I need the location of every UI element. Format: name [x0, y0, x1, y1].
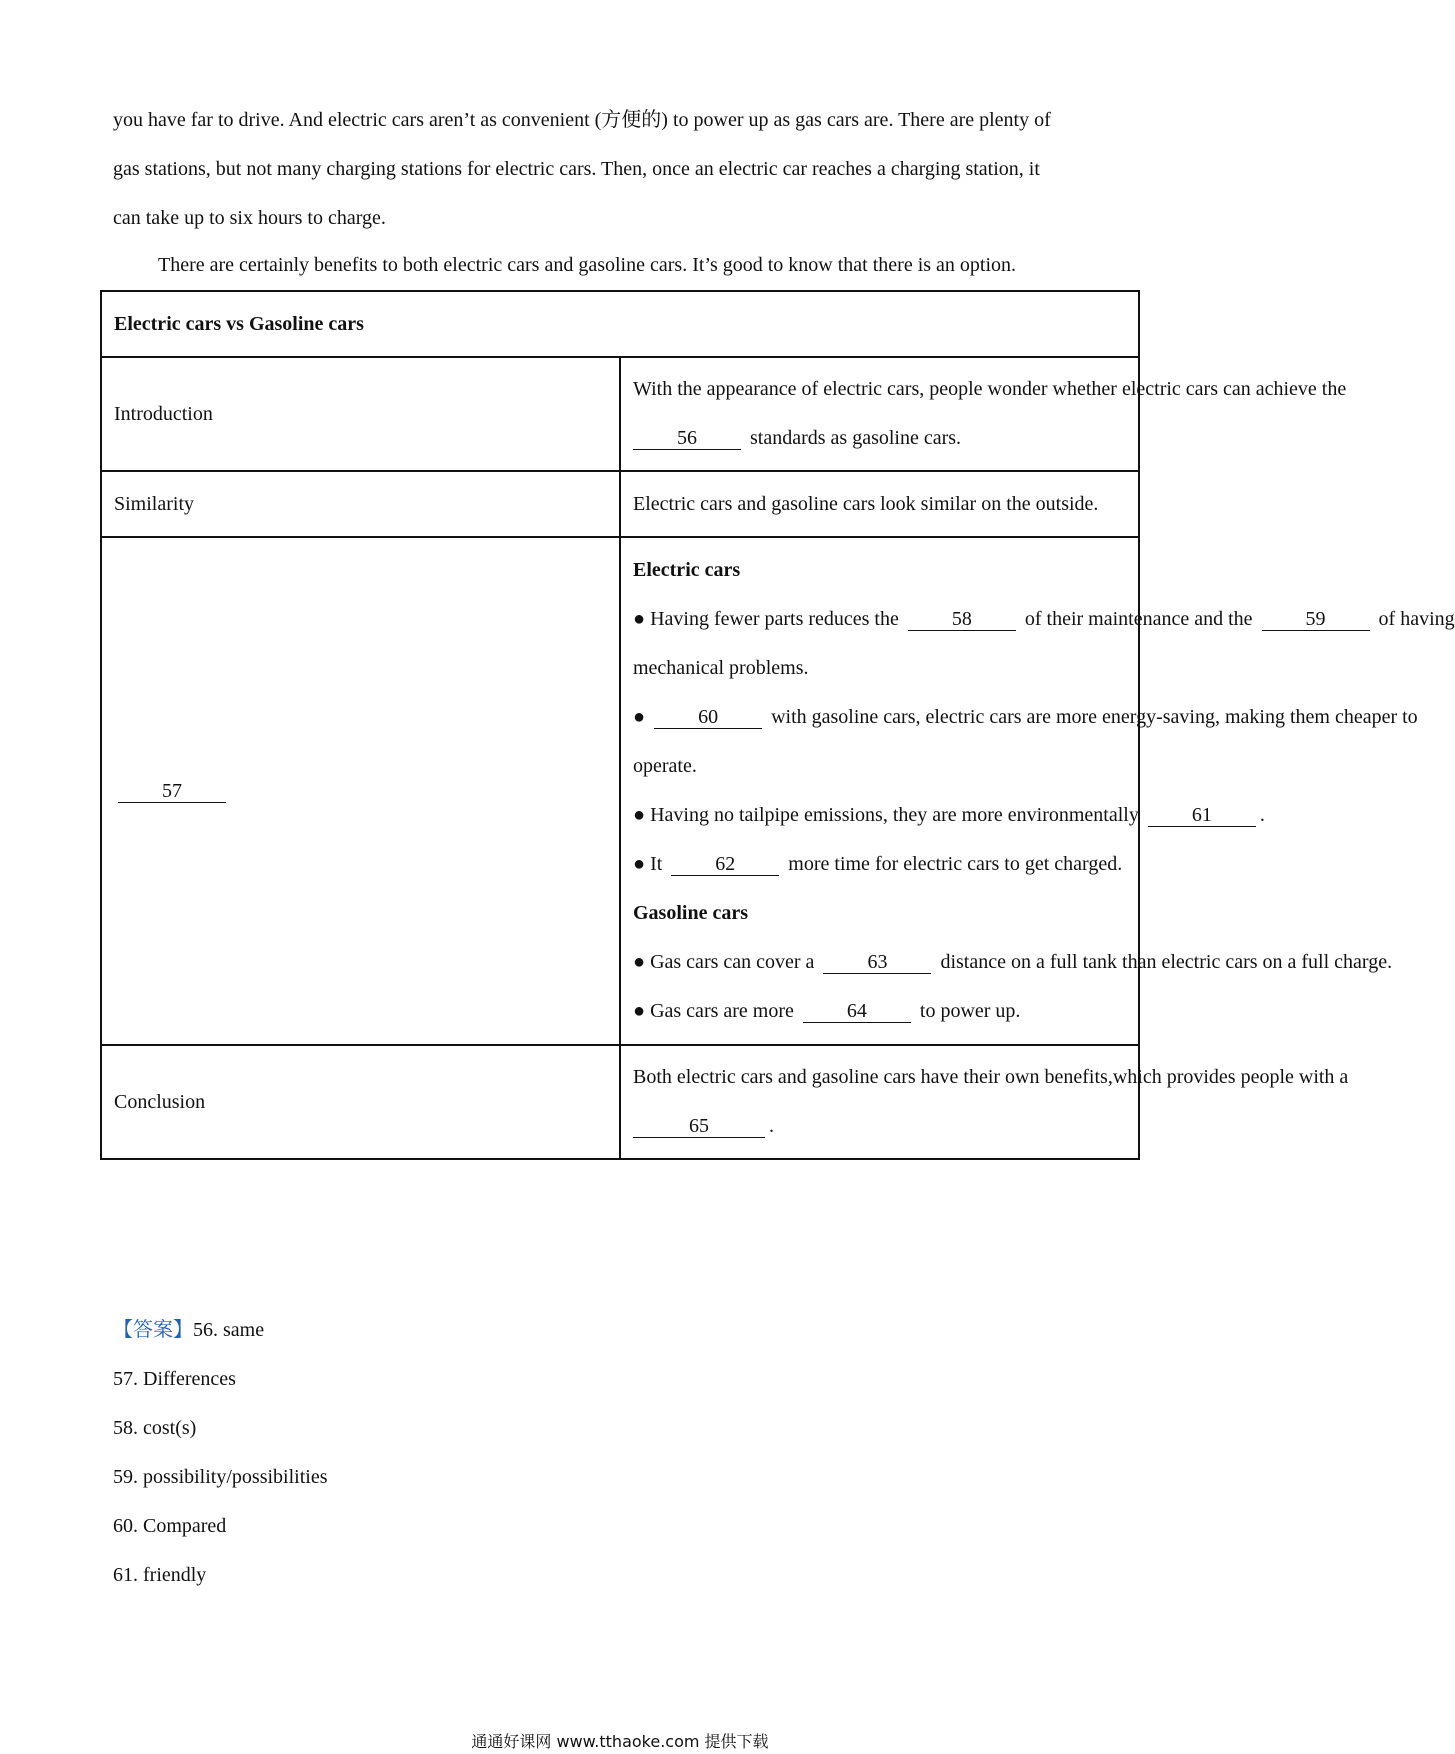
blank-65[interactable]: 65 — [633, 1115, 765, 1138]
paragraph-line: you have far to drive. And electric cars aren’t as convenient (方便的) to power up as gas cars are. There are plenty of — [113, 109, 1051, 131]
introduction-line: With the appearance of electric cars, people wonder whether electric cars can achieve the — [633, 378, 1347, 400]
answer-58: 58. cost(s) — [113, 1417, 197, 1439]
bullet-text: of their maintenance and the — [1024, 608, 1253, 630]
bullet-text: ● Having fewer parts reduces the — [633, 608, 899, 630]
conclusion-line — [633, 1102, 1126, 1151]
conclusion-line-rest: . — [769, 1115, 774, 1137]
bullet-text: ● It — [633, 853, 663, 875]
bullet-text: distance on a full tank than electric cars on a full charge. — [940, 951, 1393, 973]
intro-paragraph — [113, 96, 1143, 243]
electric-cars-heading: Electric cars — [633, 559, 741, 581]
bullet-continuation: mechanical problems. — [633, 657, 809, 679]
row-label-differences — [101, 537, 620, 1045]
answer-61: 61. friendly — [113, 1564, 207, 1586]
bullet-text: ● — [633, 706, 646, 728]
introduction-line-rest: standards as gasoline cars. — [750, 427, 962, 449]
blank-64[interactable]: 64 — [803, 1000, 911, 1023]
conclusion-line: Both electric cars and gasoline cars have their own benefits,which provides people with a — [633, 1066, 1349, 1088]
blank-61[interactable]: 61 — [1148, 804, 1256, 827]
bullet-continuation: operate. — [633, 755, 697, 777]
row-label-similarity: Similarity — [101, 471, 620, 537]
answer-57: 57. Differences — [113, 1368, 236, 1390]
bullet-energy-saving — [633, 693, 1418, 742]
blank-57[interactable]: 57 — [118, 780, 226, 803]
table-title: Electric cars vs Gasoline cars — [101, 291, 1139, 357]
bullet-text: more time for electric cars to get charged. — [788, 853, 1123, 875]
bullet-distance — [633, 938, 1393, 987]
blank-63[interactable]: 63 — [823, 951, 931, 974]
row-label-conclusion: Conclusion — [101, 1045, 620, 1159]
blank-62[interactable]: 62 — [671, 853, 779, 876]
answer-text: 56. same — [193, 1319, 265, 1341]
bullet-emissions — [633, 791, 1265, 840]
row-label-introduction: Introduction — [101, 357, 620, 471]
introduction-content — [620, 357, 1347, 471]
comparison-table — [100, 290, 1455, 1160]
bullet-text: ● Gas cars can cover a — [633, 951, 815, 973]
bullet-text: to power up. — [919, 1000, 1021, 1022]
blank-60[interactable]: 60 — [654, 706, 762, 729]
bullet-power-up — [633, 987, 1126, 1036]
answer-key — [113, 1306, 327, 1600]
paragraph-line: can take up to six hours to charge. — [113, 207, 386, 229]
conclusion-content — [620, 1045, 1349, 1159]
blank-58[interactable]: 58 — [908, 608, 1016, 631]
blank-56[interactable]: 56 — [633, 427, 741, 450]
bullet-charge-time — [633, 840, 1126, 889]
page-footer: 通通好课网 www.tthaoke.com 提供下载 — [471, 1732, 769, 1751]
bullet-fewer-parts — [633, 595, 1455, 644]
bullet-text: ● Having no tailpipe emissions, they are more environmentally — [633, 804, 1139, 826]
answer-59: 59. possibility/possibilities — [113, 1466, 328, 1488]
blank-59[interactable]: 59 — [1262, 608, 1370, 631]
bullet-text: of having — [1378, 608, 1455, 630]
similarity-content: Electric cars and gasoline cars look similar on the outside. — [620, 471, 1139, 537]
gasoline-cars-heading: Gasoline cars — [633, 902, 748, 924]
bullet-text: with gasoline cars, electric cars are more energy-saving, making them cheaper to — [771, 706, 1418, 728]
introduction-line — [633, 414, 1126, 463]
paragraph-line: gas stations, but not many charging stations for electric cars. Then, once an electric car reaches a charging station, it — [113, 158, 1040, 180]
answer-60: 60. Compared — [113, 1515, 227, 1537]
differences-content — [620, 537, 1455, 1045]
answer-tag: 【答案】 — [113, 1319, 193, 1341]
closing-paragraph: There are certainly benefits to both electric cars and gasoline cars. It’s good to know that there is an option. — [158, 254, 1017, 276]
bullet-text: ● Gas cars are more — [633, 1000, 794, 1022]
bullet-text: . — [1259, 804, 1265, 826]
answer-56 — [113, 1306, 327, 1355]
